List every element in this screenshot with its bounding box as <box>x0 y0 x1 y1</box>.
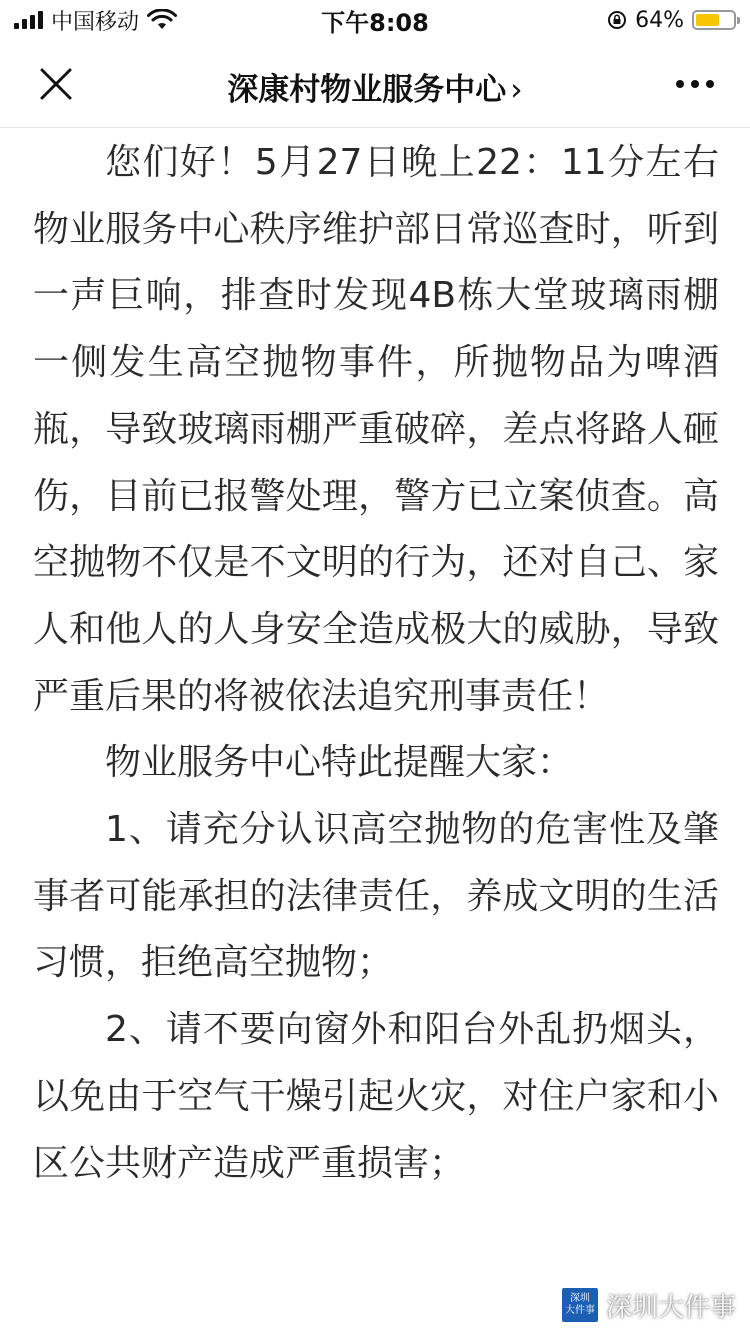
article-paragraph: 您们好！5月27日晚上22：11分左右物业服务中心秩序维护部日常巡查时，听到一声巨响，排查时发现4B栋大堂玻璃雨棚一侧发生高空抛物事件，所抛物品为啤酒瓶，导致玻璃雨棚严重破碎，差点将路人砸伤，目前已报警处理，警方已立案侦查。高空抛物不仅是不文明的行为，还对自己、家人和他人的人身安全造成极大的威胁，导致严重后果的将被依法追究刑事责任！ <box>33 142 719 717</box>
nav-title-text: 深康村物业服务中心 <box>227 72 507 108</box>
more-icon[interactable] <box>676 80 714 90</box>
wifi-icon <box>147 9 177 31</box>
status-time: 下午8:08 <box>321 8 429 37</box>
signal-icon <box>14 11 43 29</box>
battery-fill <box>696 14 719 26</box>
article-paragraph: 2、请不要向窗外和阳台外乱扔烟头，以免由于空气干燥引起火灾，对住户家和小区公共财产造成严重损害； <box>33 1009 719 1184</box>
article-paragraph: 物业服务中心特此提醒大家： <box>105 742 574 784</box>
status-right <box>607 8 750 33</box>
nav-title[interactable] <box>0 64 750 109</box>
article-body <box>33 130 719 1197</box>
battery-percent: 64% <box>635 7 684 33</box>
article-paragraph: 1、请充分认识高空抛物的危害性及肇事者可能承担的法律责任，养成文明的生活习惯，拒绝高空抛物； <box>33 809 719 984</box>
battery-icon <box>692 10 736 30</box>
rotation-lock-icon <box>607 10 627 30</box>
watermark-text: 深圳大件事 <box>606 1292 737 1323</box>
watermark <box>560 1286 736 1324</box>
nav-bar <box>0 40 750 128</box>
watermark-logo: 深圳 大件事 <box>560 1286 600 1324</box>
carrier-label: 中国移动 <box>51 9 140 35</box>
status-left <box>0 5 177 36</box>
status-bar <box>0 0 750 40</box>
chevron-right-icon: › <box>510 72 523 108</box>
